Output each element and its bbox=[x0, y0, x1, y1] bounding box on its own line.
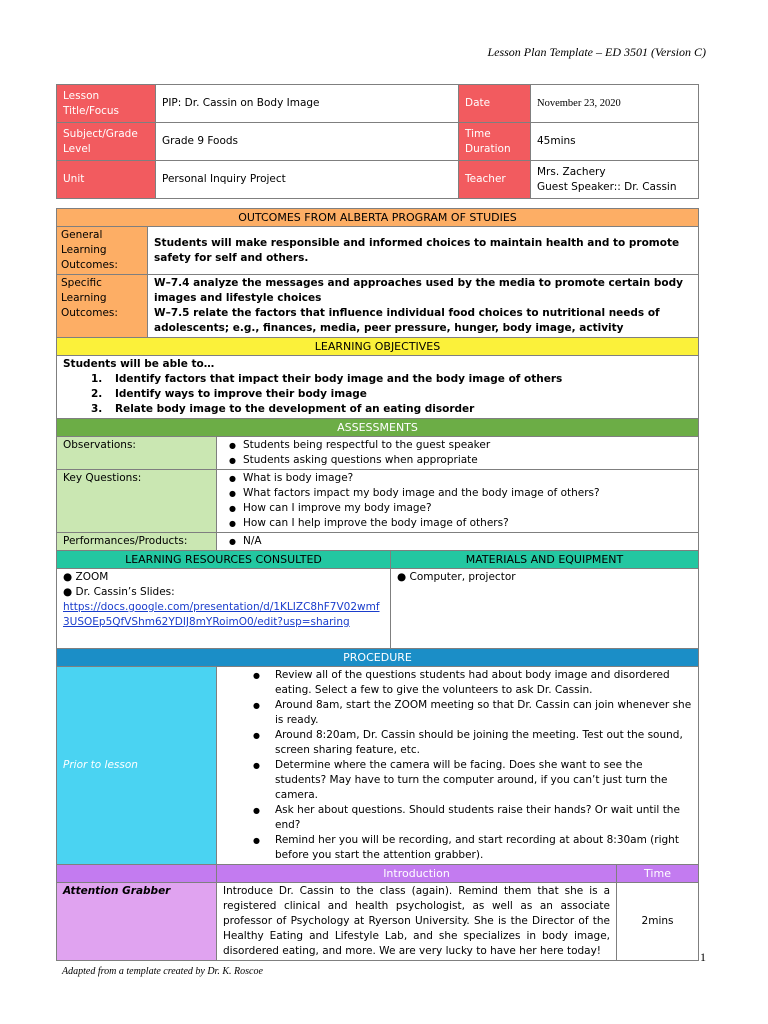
material-item: ● Computer, projector bbox=[397, 571, 516, 583]
list-item: ● Students being respectful to the guest speaker bbox=[223, 438, 692, 453]
list-item: 1. Identify factors that impact their body image and the body image of others bbox=[91, 373, 563, 385]
resources-cell bbox=[57, 569, 391, 649]
attention-label: Attention Grabber bbox=[57, 883, 217, 961]
prior-cell bbox=[217, 667, 699, 865]
introduction-heading: Introduction bbox=[217, 865, 617, 883]
objectives-cell bbox=[57, 356, 699, 419]
resource-zoom: ● ZOOM bbox=[63, 571, 109, 583]
key-questions-list bbox=[223, 471, 692, 531]
observations-list bbox=[223, 438, 692, 468]
key-questions-cell bbox=[217, 470, 699, 533]
list-item: ● Students asking questions when appropriate bbox=[223, 453, 692, 468]
introduction-heading-spacer bbox=[57, 865, 217, 883]
objectives-heading: LEARNING OBJECTIVES bbox=[57, 338, 699, 356]
date-value: November 23, 2020 bbox=[531, 85, 699, 123]
slides-link-continued[interactable]: 3USOEp5QfVShm62YDIJ8mYRoimO0/edit?usp=sharing bbox=[63, 616, 350, 628]
performances-list bbox=[223, 534, 692, 549]
subject-label: Subject/Grade Level bbox=[57, 123, 156, 161]
key-questions-row bbox=[57, 470, 699, 533]
lesson-title-label: Lesson Title/Focus bbox=[57, 85, 156, 123]
performances-row bbox=[57, 533, 699, 551]
unit-label: Unit bbox=[57, 161, 156, 199]
observations-label: Observations: bbox=[57, 437, 217, 470]
key-questions-label: Key Questions: bbox=[57, 470, 217, 533]
slides-link[interactable]: https://docs.google.com/presentation/d/1KLIZC8hF7V02wmf bbox=[63, 601, 380, 613]
objectives-row bbox=[57, 356, 699, 419]
unit-row bbox=[57, 161, 699, 199]
document-header: Lesson Plan Template – ED 3501 (Version C) bbox=[487, 45, 706, 59]
lesson-plan-table bbox=[56, 208, 699, 961]
subject-value: Grade 9 Foods bbox=[156, 123, 459, 161]
assessments-heading: ASSESSMENTS bbox=[57, 419, 699, 437]
specific-outcomes-row bbox=[57, 275, 699, 338]
prior-row bbox=[57, 667, 699, 865]
observations-cell bbox=[217, 437, 699, 470]
lesson-info-table bbox=[56, 84, 699, 199]
list-item: ● Remind her you will be recording, and start recording at about 8:30am (right before you start the attention grabber). bbox=[223, 833, 692, 863]
list-item: ● How can I improve my body image? bbox=[223, 501, 692, 516]
time-heading: Time bbox=[617, 865, 699, 883]
date-label: Date bbox=[459, 85, 531, 123]
list-item: ● What factors impact my body image and the body image of others? bbox=[223, 486, 692, 501]
unit-value: Personal Inquiry Project bbox=[156, 161, 459, 199]
list-item: ● What is body image? bbox=[223, 471, 692, 486]
list-item: ● How can I help improve the body image of others? bbox=[223, 516, 692, 531]
subject-row bbox=[57, 123, 699, 161]
specific-outcomes-label: Specific Learning Outcomes: bbox=[57, 275, 148, 338]
lesson-title-value: PIP: Dr. Cassin on Body Image bbox=[156, 85, 459, 123]
procedure-heading: PROCEDURE bbox=[57, 649, 699, 667]
lesson-row bbox=[57, 85, 699, 123]
general-outcomes-text: Students will make responsible and informed choices to maintain health and to promote safety for self and others. bbox=[148, 227, 699, 275]
attention-row bbox=[57, 883, 699, 961]
list-item: ● Review all of the questions students had about body image and disordered eating. Select a few to give the volunteers to ask Dr. Cassin. bbox=[223, 668, 692, 698]
attention-text: Introduce Dr. Cassin to the class (again). Remind them that she is a registered clinical and health psychologist, as well as an associate professor of Psychology at Ryerson University. She is the Director of the Healthy Eating and Lifestyle Lab, and she specializes in body image, disordered eating, and more. We are very lucky to have her here today! bbox=[217, 883, 617, 961]
general-outcomes-row bbox=[57, 227, 699, 275]
list-item: 3. Relate body image to the development of an eating disorder bbox=[91, 403, 475, 415]
page-number: 1 bbox=[700, 950, 706, 964]
performances-label: Performances/Products: bbox=[57, 533, 217, 551]
general-outcomes-label: General Learning Outcomes: bbox=[57, 227, 148, 275]
list-item: ● N/A bbox=[223, 534, 692, 549]
objectives-list bbox=[63, 372, 692, 417]
teacher-name: Mrs. Zachery bbox=[537, 165, 606, 178]
resource-slides: ● Dr. Cassin’s Slides: bbox=[63, 586, 175, 598]
teacher-value bbox=[531, 161, 699, 199]
specific-outcome-2: W–7.5 relate the factors that influence individual food choices to nutritional needs of adolescents; e.g., finances, media, peer pressure, hunger, body image, activity bbox=[154, 307, 660, 334]
guest-speaker: Guest Speaker:: Dr. Cassin bbox=[537, 180, 677, 193]
performances-cell bbox=[217, 533, 699, 551]
observations-row bbox=[57, 437, 699, 470]
resources-row bbox=[57, 569, 699, 649]
prior-label: Prior to lesson bbox=[57, 667, 217, 865]
document-footer: Adapted from a template created by Dr. K. Roscoe bbox=[62, 966, 263, 977]
prior-list bbox=[223, 668, 692, 863]
outcomes-heading: OUTCOMES FROM ALBERTA PROGRAM OF STUDIES bbox=[57, 209, 699, 227]
time-label: Time Duration bbox=[459, 123, 531, 161]
specific-outcomes-text bbox=[148, 275, 699, 338]
list-item: ● Determine where the camera will be facing. Does she want to see the students? May have to turn the computer around, if you can’t just turn the camera. bbox=[223, 758, 692, 803]
list-item: 2. Identify ways to improve their body image bbox=[91, 388, 367, 400]
time-value: 45mins bbox=[531, 123, 699, 161]
list-item: ● Ask her about questions. Should students raise their hands? Or wait until the end? bbox=[223, 803, 692, 833]
list-item: ● Around 8am, start the ZOOM meeting so that Dr. Cassin can join whenever she is ready. bbox=[223, 698, 692, 728]
materials-cell bbox=[391, 569, 699, 649]
specific-outcome-1: W–7.4 analyze the messages and approaches used by the media to promote certain body images and lifestyle choices bbox=[154, 277, 683, 304]
teacher-label: Teacher bbox=[459, 161, 531, 199]
list-item: ● Around 8:20am, Dr. Cassin should be joining the meeting. Test out the sound, screen sharing feature, etc. bbox=[223, 728, 692, 758]
materials-heading: MATERIALS AND EQUIPMENT bbox=[391, 551, 699, 569]
attention-time: 2mins bbox=[617, 883, 699, 961]
objectives-intro: Students will be able to… bbox=[63, 358, 215, 370]
resources-heading: LEARNING RESOURCES CONSULTED bbox=[57, 551, 391, 569]
